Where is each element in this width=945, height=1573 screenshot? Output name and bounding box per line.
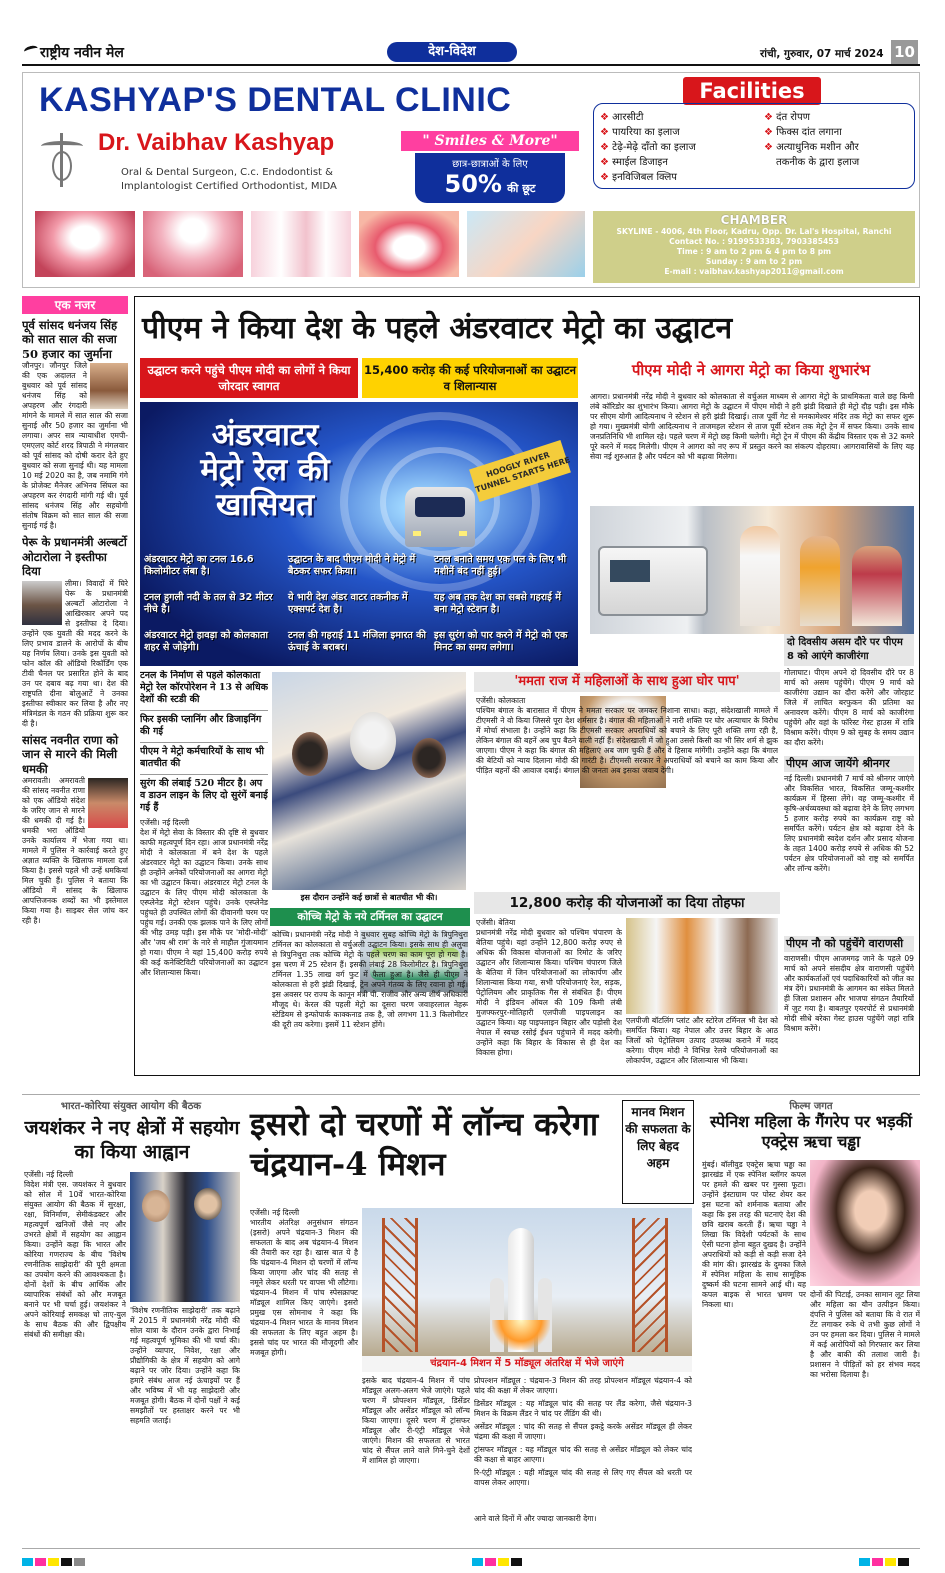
fact-item: अंडरवाटर मेट्रो का टनल 16.6 किलोमीटर लंबा है। (144, 554, 254, 577)
kochi-headline: कोच्चि मेट्रो के नये टर्मिनल का उद्घाटन (270, 908, 470, 926)
assam-caption: दो दिवसीय असम दौरे पर पीएम 8 को आएंगे काजीरंगा (784, 634, 914, 666)
chamber-line: Time : 9 am to 2 pm & 4 pm to 8 pm (676, 247, 832, 256)
otarola-photo (22, 581, 62, 625)
left-news-column (22, 296, 128, 1082)
story-point: सुरंग की लंबाई 520 मीटर है। अप व डाउन लाइन के लिए दो सुरंगें बनाई गई हैं (140, 774, 268, 814)
facilities-box (593, 103, 915, 189)
facility-item: ❖ टेढ़े-मेढ़े दाँतो का इलाज (600, 142, 696, 153)
masthead (22, 40, 920, 66)
lead-story-column (140, 670, 268, 1070)
column-header: एक नजर (22, 296, 128, 314)
module-item: डिसेंडर मॉड्यूल : यह मॉड्यूल चांद की सतह पर लैंड करेगा, जैसे चंद्रयान-3 मिशन के विक्रम लैंडर ने चांद पर लैंडिंग की थी। (474, 1399, 692, 1419)
chamber-line: E-mail : vaibhav.kashyap2011@gmail.com (664, 267, 844, 276)
brief-headline: पेरू के प्रधानमंत्री अल्बर्टो ओटारोला ने इस्तीफा दिया (22, 535, 127, 579)
student-offer (415, 153, 565, 203)
module-item: प्रोपल्शन मॉड्यूल : चंद्रयान-3 मिशन की तरह प्रोपल्शन मॉड्यूल चंद्रयान-4 को चांद की कक्षा में लेकर जाएगा। (474, 1376, 692, 1396)
lead-headline: पीएम ने किया देश के पहले अंडरवाटर मेट्रो का उद्घाटन (142, 311, 733, 346)
dhananjay-photo (90, 363, 128, 409)
fact-grid (144, 554, 574, 664)
denture-photo (35, 211, 135, 277)
credentials-line1: Oral & Dental Surgeon, C.c. Endodontist & (121, 167, 333, 178)
srinagar-story-body: नई दिल्ली। प्रधानमंत्री 7 मार्च को श्रीनगर जाएंगे और विकसित भारत, विकसित जम्मू-कश्मीर कार्यक्रम में हिस्सा लेंगे। वह जम्मू-कश्मीर में कृषि-अर्थव्यवस्था को बढ़ावा देने के लिए लगभग 5 हजार करोड़ रुपये का कार्यक्रम राष्ट्र को समर्पित करेंगे। पर्यटन क्षेत्र को बढ़ावा देने के लिए प्रधानमंत्री स्वदेश दर्शन और प्रसाद योजना के तहत 1400 करोड़ रुपये से अधिक की 52 पर्यटन क्षेत्र परियोजनाओं को राष्ट्र को समर्पित और लॉन्च करेंगे। (784, 774, 914, 874)
offer-top: छात्र-छात्राओं के लिए (452, 159, 528, 170)
story-point: पीएम ने मेट्रो कर्मचारियों के साथ भी बातचीत की (140, 742, 268, 770)
brief-headline: पूर्व सांसद धनंजय सिंह को सात साल की सजा 50 हजार का जुर्माना (22, 318, 118, 361)
graphic-title-line: खासियत (215, 487, 315, 523)
module-item: रि-एंट्री मॉड्यूल : यही मॉड्यूल चांद की सतह से लिए गए सैंपल को धरती पर वापस लेकर आएगा। (474, 1468, 692, 1488)
sub-headline-projects: 15,400 करोड़ की कई परियोजनाओं का उद्घाटन व शिलान्यास (362, 358, 578, 398)
navneet-rana-photo (88, 778, 128, 828)
clinic-name: KASHYAP'S DENTAL CLINIC (39, 81, 512, 119)
film-kicker: फिल्म जगत (789, 1101, 833, 1112)
fact-item: इस सुरंग को पार करने में मेट्रो को एक मिनट का समय लगेगा। (434, 630, 568, 653)
facility-item: ❖ स्माईल डिजाइन (600, 157, 668, 168)
facility-item: ❖ फिक्स दांत लगाना (764, 127, 842, 138)
isro-modules-list (474, 1376, 692, 1510)
facilities-left (600, 110, 696, 185)
brief-headline: सांसद नवनीत राणा को जान से मारने की मिली धमकी (22, 732, 119, 776)
isro-side-box: मानव मिशन की सफलता के लिए बेहद अहम (622, 1100, 694, 1204)
chamber-box (593, 211, 915, 283)
film-story-body-2: दोनों की पिटाई, उनका सामान लूट लिया और महिला का यौन उत्पीड़न किया। दंपत्ति ने पुलिस को बताया कि वे रात में टेंट लगाकर रुके थे तभी कुछ लोगों ने उन पर हमला कर दिया। पुलिस ने मामले में कई आरोपियों को गिरफ्तार कर लिया है और बाकी की तलाश जारी है। प्रशासन ने पीड़ितों को हर संभव मदद का भरोसा दिलाया है। (810, 1290, 920, 1380)
richa-chadha-photo (810, 1160, 920, 1286)
bettiah-event-photo (626, 918, 778, 1014)
varanasi-story-body: वाराणसी। पीएम आजमगढ़ जाने के पहले 09 मार्च को अपने संसदीय क्षेत्र वाराणसी पहुंचेंगे और कार्यकर्ताओं एवं पदाधिकारियों को जीत का मंत्र देंगे। प्रधानमंत्री के आगमन का संकेत मिलते ही जिला प्रशासन और भाजपा संगठन तैयारियों में जुट गया है। बाबतपुर एयरपोर्ट से प्रधानमंत्री मोदी सीधे बरेका गेस्ट हाउस पहुंचेंगे जहां रात्रि विश्राम करेंगे। (784, 954, 914, 1034)
fact-item: यह अब तक देश का सबसे गहराई में बना मेट्रो स्टेशन है। (434, 592, 561, 615)
jaishankar-headline: जयशंकर ने नए क्षेत्रों में सहयोग का किया आह्वान (24, 1117, 240, 1163)
graphic-title-line: अंडरवाटर (211, 417, 319, 453)
isro-modules-banner: चंद्रयान-4 मिशन में 5 मॉड्यूल अंतरिक्ष में भेजे जाएंगे (362, 1356, 692, 1372)
story-point: टनल के निर्माण से पहले कोलकाता मेट्रो रेल कॉरपोरेशन ने 13 से अधिक देशों की स्टडी की (140, 670, 268, 705)
lead-story-body: एजेंसी। नई दिल्ली देश में मेट्रो सेवा के विस्तार की दृष्टि से बुधवार काफी महत्वपूर्ण दिन रहा। आज प्रधानमंत्री नरेंद्र मोदी ने कोलकाता में बने देश के पहले अंडरवाटर मेट्रो का उद्घाटन किया। उनके साथ ही उन्होंने अनेकों परियोजनाओं का आगरा मेट्रो का भी उद्घाटन किया। अंडरवाटर मेट्रो टनल के उद्घाटन के लिए पीएम मोदी कोलकाता के एस्प्लेनेड मेट्रो स्टेशन पहुंचे। उनके एस्प्लेनेड पहुंचते ही उपस्थित लोगों की दीवानगी चरम पर पहुंच गई। उनकी एक झलक पाने के लिए लोगों की भीड़ उमड़ पड़ी। इस मौके पर 'मोदी-मोदी' और 'जय श्री राम' के नारे से माहौल गुंजायमान हो गया। पीएम ने यहां 15,400 करोड़ रुपये की कई कनेक्टिविटी परियोजनाओं का उद्घाटन और शिलान्यास किया। (140, 818, 268, 978)
graphic-title-line: मेट्रो रेल की (200, 452, 330, 488)
offer-suffix: की छूट (507, 182, 536, 195)
jaishankar-story-body: एजेंसी। नई दिल्ली विदेश मंत्री एस. जयशंकर ने बुधवार को सोल में 10वें भारत-कोरिया संयुक्त आयोग की बैठक में सुरक्षा, रक्षा, विनिर्माण, सेमीकंडक्टर और महत्वपूर्ण खनिजों जैसे नए और उभरते क्षेत्रों में सहयोग का आह्वान किया। उन्होंने कहा कि भारत और कोरिया गणराज्य के बीच 'विशेष रणनीतिक साझेदारी' की पूरी क्षमता का उपयोग करने की आवश्यकता है। दोनों देशों के बीच आर्थिक और व्यापारिक संबंधों को और मजबूत बनाने पर भी चर्चा हुई। जयशंकर ने अपने कोरियाई समकक्ष चो ताए-युल के साथ बैठक की और द्विपक्षीय संबंधों की समीक्षा की। (24, 1170, 126, 1340)
yojana-story-body: एजेंसी। बेतिया प्रधानमंत्री नरेंद्र मोदी बुधवार को पश्चिम चंपारण के बेतिया पहुंचे। यहां उन्होंने 12,800 करोड़ रुपए से अधिक की विकास योजनाओं का रिमोट के जरिए उद्घाटन और शिलान्यास किया। पश्चिम चंपारण जिले के बेतिया में जिन परियोजनाओं का लोकार्पण और शिलान्यास किया गया, सभी परियोजनाएं रेल, सड़क, पेट्रोलियम और प्राकृतिक गैस से संबंधित हैं। पीएम मोदी ने इंडियन ऑयल की 109 किमी लंबी मुजफ्फरपुर-मोतिहारी एलपीजी पाइपलाइन का उद्घाटन किया। यह पाइपलाइन बिहार और पड़ोसी देश नेपाल में स्वच्छ रसोई ईंधन पहुंचाने में मदद करेगी। उन्होंने कहा कि बिहार के विकास से ही देश का विकास होगा। (476, 918, 622, 1058)
facilities-right (764, 110, 859, 170)
facility-item: ❖ इनविजिबल क्लिप (600, 172, 677, 183)
fact-item: टनल की गहराई 11 मंजिला इमारत की ऊंचाई के बराबर। (288, 630, 427, 653)
assam-story-body: गोलाघाट। पीएम अपने दो दिवसीय दौरे पर 8 मार्च को असम पहुंचेंगे। पीएम 9 मार्च को काजीरंगा उद्यान का दौरा करेंगे और जोरहाट जिले में लाचित बरफुकन की प्रतिमा का अनावरण करेंगे। पीएम 8 मार्च को काजीरंगा पहुंचेंगे और वहां के फॉरेस्ट गेस्ट हाउस में रात्रि विश्राम करेंगे। पीएम 9 को सुबह के समय उद्यान का दौरा करेंगे। (784, 668, 914, 748)
agra-story-body: आगरा। प्रधानमंत्री नरेंद्र मोदी ने बुधवार को कोलकाता से वर्चुअल माध्यम से आगरा मेट्रो के प्राथमिकता वाले छह किमी लंबे कॉरिडोर का शुभारंभ किया। आगरा मेट्रो के उद्घाटन में पीएम मोदी ने हरी झंडी दिखाते ही मेट्रो दौड़ पड़ी। इस मौके पर सीएम योगी आदित्यनाथ ने स्टेशन से हरी झंडी दिखाई। ताज पूर्वी गेट से मनकामेश्वर मंदिर तक मेट्रो का सफर शुरू हो गया। मुख्यमंत्री योगी आदित्यनाथ ने ताजमहल स्टेशन से ताज पूर्वी स्टेशन तक मेट्रो ट्रेन में सफर किया। उनके साथ जनप्रतिनिधि भी शामिल रहे। पहले चरण में मेट्रो छह किमी चलेगी। मेट्रो ट्रेन में पीएम की केंद्रीय विस्तार एक से 32 कमरे पूरे करने में मदद मिलेगी। पीएम ने आगरा को नए रूप में प्रस्तुत करने का संकल्प दोहराया। आगरावासियों के लिए यह सेवा नई शुरुआत है और पर्यटन को भी बढ़ावा मिलेगा। (590, 392, 914, 462)
jaishankar-story-body-2: 'विशेष रणनीतिक साझेदारी' तक बढ़ाने में 2015 में प्रधानमंत्री नरेंद्र मोदी की सोल यात्रा के दौरान उनके द्वारा निभाई गई महत्वपूर्ण भूमिका की भी चर्चा की। उन्होंने व्यापार, निवेश, रक्षा और प्रौद्योगिकी के क्षेत्र में सहयोग को आगे बढ़ाने पर जोर दिया। उन्होंने कहा कि हमारे संबंध आज नई ऊंचाइयों पर हैं और भविष्य में भी यह साझेदारी और मजबूत होगी। बैठक में दोनों पक्षों ने कई समझौतों पर हस्ताक्षर करने पर भी सहमति जताई। (130, 1306, 240, 1426)
section-label: देश-विदेश (387, 42, 517, 62)
facility-item: ❖ दंत रोपण (764, 112, 810, 123)
registration-bar (22, 1548, 920, 1560)
tooth-xray-photo (251, 211, 351, 277)
students-photo (272, 672, 466, 890)
film-headline: स्पेनिश महिला के गैंगरेप पर भड़कीं एक्ट्रेस ऋचा चड्ढा (709, 1112, 913, 1151)
dental-ad (22, 72, 920, 288)
fact-item: अंडरवाटर मेट्रो हावड़ा को कोलकाता शहर से जोड़ेगी। (144, 630, 268, 653)
yojana-headline: 12,800 करोड़ की योजनाओं का दिया तोहफा (474, 892, 780, 914)
smile-photo (359, 211, 459, 277)
isro-footer-line: आने वाले दिनों में और ज्यादा जानकारी देगा। (474, 1514, 597, 1523)
fact-item: टनल बनाते समय एक पल के लिए भी मशीनें बंद नहीं हुई। (434, 554, 567, 577)
sub-headline-agra: पीएम मोदी ने आगरा मेट्रो का किया शुभारंभ (631, 361, 871, 379)
offer-percent: 50% (444, 170, 502, 198)
tagline: " Smiles & More" (401, 131, 579, 151)
fact-item: उद्घाटन के बाद पीएम मोदी ने मेट्रो में बैठकर सफर किया। (288, 554, 416, 577)
rocket-launch-photo (362, 1208, 692, 1356)
chamber-line: Sunday : 9 am to 2 pm (705, 257, 803, 266)
story-point: फिर इसकी प्लानिंग और डिजाइनिंग की गई (140, 710, 268, 738)
brief-body: जौनपुर। जौनपुर जिले की एक अदालत ने बुधवार को पूर्व सांसद धनंजय सिंह को अपहरण और रंगदारी मांगने के मामले में सात साल की सजा सुनाई और 50 हजार का जुर्माना भी लगाया। अपर सत्र न्यायाधीश एमपी-एमएलए कोर्ट शरद त्रिपाठी ने मंगलवार को पूर्व सांसद को दोषी करार देते हुए बुधवार को सजा सुनाई थी। यह मामला 10 मई 2020 का है, जब नमामि गंगे के प्रोजेक्ट मैनेजर अभिनव सिंघल का अपहरण कर रंगदारी मांगी गई थी। पूर्व सांसद धनंजय सिंह और सहयोगी संतोष विक्रम को सात साल की सजा सुनाई गई है। (22, 361, 128, 531)
facility-item: ❖ आरसीटी (600, 112, 644, 123)
masthead-rule (22, 64, 920, 66)
sub-headline-welcome: उद्घाटन करने पहुंचे पीएम मोदी का लोगों ने किया जोरदार स्वागत (140, 358, 358, 398)
graphic-title (150, 418, 380, 523)
facility-item: ❖ अत्याधुनिक मशीन और (764, 142, 859, 153)
bird-logo-icon (23, 44, 39, 55)
chamber-title: CHAMBER (720, 213, 788, 227)
implant-photo (143, 211, 243, 277)
film-story-body: मुंबई। बॉलीवुड एक्ट्रेस ऋचा चड्ढा का झारखंड में एक स्पेनिश ब्लॉगर कपल पर हमले की खबर पर गुस्सा फूटा। उन्होंने इंस्टाग्राम पर पोस्ट शेयर कर इस घटना को शर्मनाक बताया और कहा कि इस तरह की घटनाएं देश की छवि खराब करती हैं। ऋचा चड्ढा ने लिखा कि विदेशी पर्यटकों के साथ ऐसी घटना होना बहुत दुखद है। उन्होंने अपराधियों को कड़ी से कड़ी सजा देने की मांग की। झारखंड के दुमका जिले में स्पेनिश महिला के साथ सामूहिक दुष्कर्म की घटना सामने आई थी। यह कपल बाइक से भारत भ्रमण पर निकला था। (702, 1160, 806, 1310)
doctor-name: Dr. Vaibhav Kashyap (98, 129, 335, 156)
bottom-rule (22, 1094, 920, 1095)
page-number: 10 (891, 40, 918, 64)
tunnel-sign: HOOGLY RIVER TUNNEL STARTS HERE (469, 440, 571, 502)
mamta-headline: 'ममता राज में महिलाओं के साथ हुआ घोर पाप' (474, 672, 780, 692)
srinagar-headline: पीएम आज जायेंगे श्रीनगर (784, 756, 914, 772)
fact-item: ये भारी देश अंडर वाटर तकनीक में एक्सपर्ट देश है। (288, 592, 408, 615)
chamber-line: SKYLINE - 4006, 4th Floor, Kadru, Opp. Dr. Lal's Hospital, Ranchi (616, 227, 892, 236)
varanasi-headline: पीएम नौ को पहुंचेंगे वाराणसी (784, 936, 914, 952)
students-photo-caption: इस दौरान उन्होंने कई छात्रों से बातचीत भी की। (300, 893, 438, 902)
caduceus-icon (37, 133, 87, 187)
child-dentist-photo (467, 211, 585, 277)
metro-graphic (140, 402, 578, 666)
brief-body: लीमा। विवादों में घिरे पेरू के प्रधानमंत्री अल्बर्टो ओटारोला ने आखिरकार अपने पद से इस्तीफा दे दिया। उन्होंने एक युवती की मदद करने के लिए प्रभाव डालने के आरोपों के बीच यह निर्णय लिया। उनके इस युवती को फोन कॉल की ऑडियो रिकॉर्डिंग एक टीवी चैनल पर प्रसारित होने के बाद उन पर दबाव बढ़ गया था। देश की राष्ट्रपति दीना बोलुआर्टे ने उनका इस्तीफा स्वीकार कर लिया है और नए मंत्रिमंडल के गठन की प्रक्रिया शुरू कर दी है। (22, 578, 128, 728)
mamta-story-body: एजेंसी। कोलकाता पश्चिम बंगाल के बारासात में पीएम ने ममता सरकार पर जमकर निशाना साधा। कहा, संदेशखाली मामले में टीएमसी ने वो किया जिससे पूरा देश शर्मसार है। बंगाल की महिलाओं ने नारी शक्ति पर घोर अत्याचार के विरोध में मोर्चा संभाला है। उन्होंने कहा कि टीएमसी सरकार अपराधियों को बचाने के लिए पूरी शक्ति लगा रही है, लेकिन बंगाल की बहनें अब चुप बैठने वाली नहीं हैं। संदेशखाली में जो हुआ उससे किसी का भी सिर शर्म से झुक जाएगा। पीएम ने कहा कि बंगाल की महिलाएं अब जाग चुकी हैं और वे हिसाब मांगेंगी। उन्होंने कहा कि बंगाल की बेटियों को न्याय दिलाना मोदी की गारंटी है। टीएमसी सरकार ने अपराधियों को बचाने का काम किया और पीड़ित बहनों की आवाज दबाई। बंगाल की जनता अब इसका जवाब देगी। (476, 696, 778, 776)
isro-headline: इसरो दो चरणों में लॉन्च करेगा चंद्रयान-4 मिशन (250, 1105, 599, 1183)
isro-story-body-2: इसके बाद चंद्रयान-4 मिशन में पांच मॉड्यूल अलग-अलग भेजे जाएंगे। पहले चरण में प्रोपल्शन मॉड्यूल, डिसेंडर मॉड्यूल और असेंडर मॉड्यूल को लॉन्च किया जाएगा। दूसरे चरण में ट्रांसफर मॉड्यूल और री-एंट्री मॉड्यूल भेजे जाएंगे। मिशन की सफलता से भारत चांद से सैंपल लाने वाले गिने-चुने देशों में शामिल हो जाएगा। (362, 1376, 470, 1466)
fact-item: टनल हुगली नदी के तल से 32 मीटर नीचे है। (144, 592, 273, 615)
kochi-story-body: कोच्चि। प्रधानमंत्री नरेंद्र मोदी ने बुधवार सुबह कोच्चि मेट्रो के त्रिपुनिथुरा टर्मिनल का कोलकाता से वर्चुअली उद्घाटन किया। इसके साथ ही अलुवा से त्रिपुनिथुरा तक कोच्चि मेट्रो के पहले चरण का काम पूरा हो गया है। इस चरण में 25 स्टेशन हैं। इसकी लंबाई 28 किलोमीटर है। त्रिपुनिथुरा टर्मिनल 1.35 लाख वर्ग फुट में फैला हुआ है। जैसे ही पीएम ने कोलकाता से हरी झंडी दिखाई, ट्रेन अपने गंतव्य के लिए रवाना हो गई। इस अवसर पर राज्य के कानून मंत्री पी. राजीव और अन्य शीर्ष अधिकारी मौजूद थे। केरल की पहली मेट्रो का दूसरा चरण जवाहरलाल नेहरू स्टेडियम से इन्फोपार्क काक्कनाड तक है, जो लगभग 11.3 किलोमीटर की दूरी तय करेगा। इसमें 11 स्टेशन होंगे। (272, 930, 468, 1030)
yojana-photo-caption: एलपीजी बॉटलिंग प्लांट और स्टोरेज टर्मिनल भी देश को समर्पित किया। यह नेपाल और उत्तर बिहार के आठ जिलों को पेट्रोलियम उत्पाद उपलब्ध कराने में मदद करेगा। पीएम मोदी ने विभिन्न रेलवे परियोजनाओं का लोकार्पण, उद्घाटन और शिलान्यास भी किया। (626, 1016, 778, 1066)
paper-name: राष्ट्रीय नवीन मेल (40, 45, 124, 61)
brief-body: अमरावती। अमरावती की सांसद नवनीत राणा को एक ऑडियो संदेश के जरिए जान से मारने की धमकी दी गई है। धमकी भरा ऑडियो उनके कार्यालय में भेजा गया था। मामले में पुलिस ने कार्रवाई करते हुए अज्ञात व्यक्ति के खिलाफ मामला दर्ज किया है। इससे पहले भी उन्हें धमकियां मिल चुकी हैं। पुलिस ने बताया कि ऑडियो में सांसद के खिलाफ आपत्तिजनक शब्दों का भी इस्तेमाल किया गया है। साइबर सेल जांच कर रही है। (22, 775, 128, 926)
agra-metro-photo (590, 506, 914, 634)
facilities-title: Facilities (683, 77, 821, 105)
metro-train-icon (405, 487, 475, 547)
jaishankar-photo (130, 1172, 240, 1302)
module-item: असेंडर मॉड्यूल : चांद की सतह से सैंपल इकट्ठे करके असेंडर मॉड्यूल ही लेकर चंद्रमा की कक्षा में जाएगा। (474, 1422, 692, 1442)
teeth-photo-strip (35, 211, 585, 277)
chamber-line: Contact No. : 9199533383, 7903385453 (669, 237, 839, 246)
facility-item: तकनीक के द्वारा इलाज (776, 157, 860, 168)
jaishankar-kicker: भारत-कोरिया संयुक्त आयोग की बैठक (60, 1101, 202, 1112)
credentials-line2: Implantologist Certified Orthodontist, MIDA (121, 181, 337, 192)
isro-story-body: एजेंसी। नई दिल्ली भारतीय अंतरिक्ष अनुसंधान संगठन (इसरो) अपने चंद्रयान-3 मिशन की सफलता के बाद अब चंद्रयान-4 मिशन की तैयारी कर रहा है। खास बात ये है कि चंद्रयान-4 मिशन दो चरणों में लॉन्च किया जाएगा और चांद की सतह से नमूने लेकर धरती पर वापस भी लौटेगा। चंद्रयान-4 मिशन में पांच स्पेसक्राफ्ट मॉड्यूल शामिल किए जाएंगे। इसरो प्रमुख एस सोमनाथ ने कहा कि चंद्रयान-4 मिशन भारत के मानव मिशन की सफलता के लिए बहुत अहम है। इससे चांद पर भारत की मौजूदगी और मजबूत होगी। (250, 1208, 358, 1358)
dateline: रांची, गुरुवार, 07 मार्च 2024 (760, 48, 884, 60)
module-item: ट्रांसफर मॉड्यूल : यह मॉड्यूल चांद की सतह से असेंडर मॉड्यूल को लेकर चांद की कक्षा से बाहर आएगा। (474, 1445, 692, 1465)
facility-item: ❖ पायरिया का इलाज (600, 127, 680, 138)
